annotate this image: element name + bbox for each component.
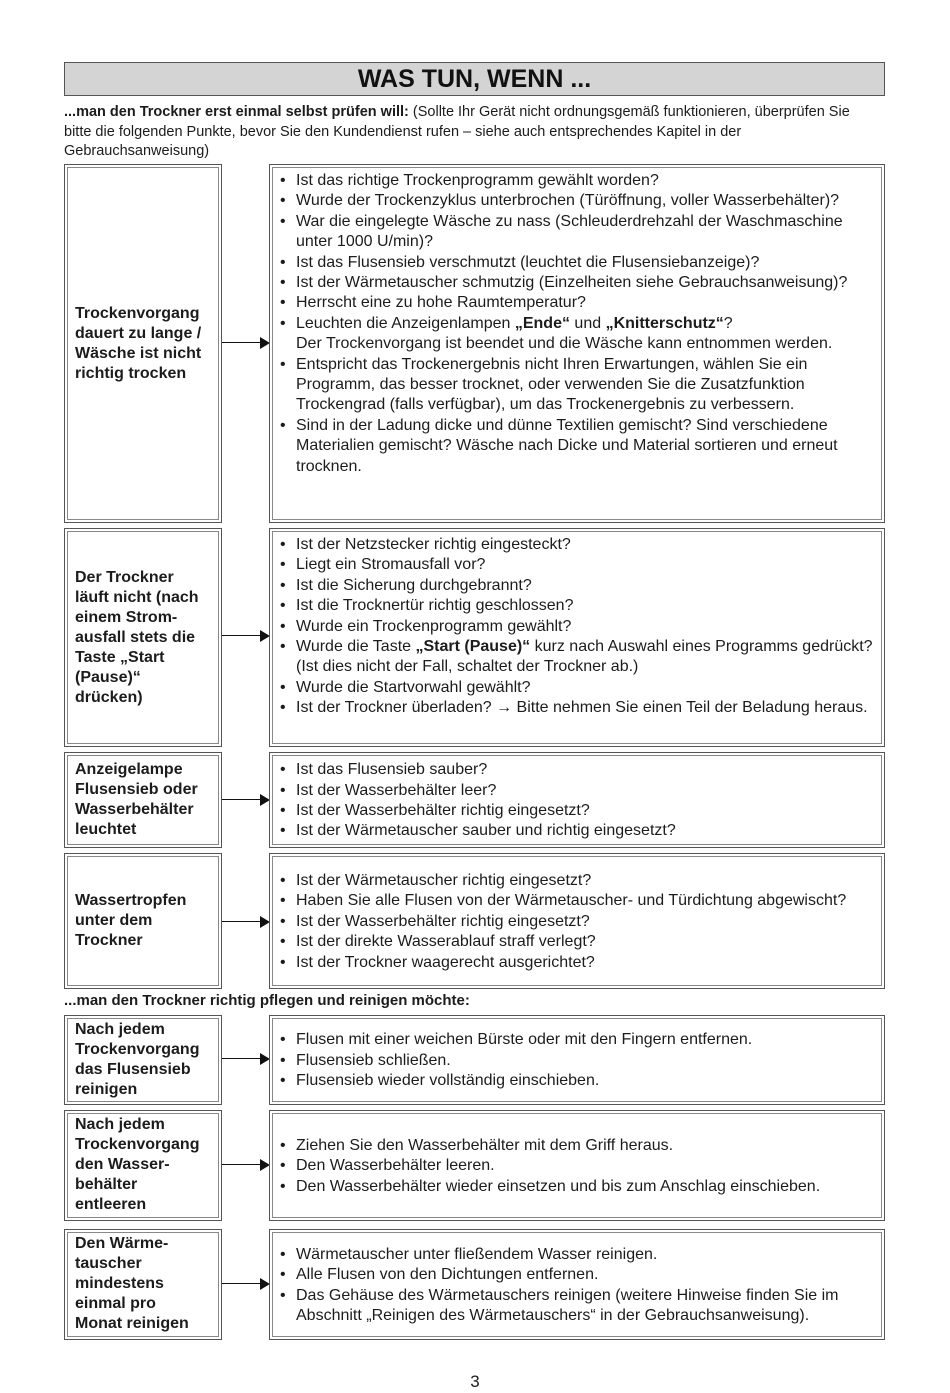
list-item: • Ist der direkte Wasserablauf straff verlegt? bbox=[280, 932, 874, 952]
list-item: • Alle Flusen von den Dichtungen entfernen. bbox=[280, 1265, 874, 1285]
arrow-icon bbox=[222, 1159, 270, 1171]
arrow-icon bbox=[222, 916, 270, 928]
problem-label: Anzeigelampe Flusensieb oder Wasserbehälter leuchtet bbox=[75, 761, 198, 838]
list-item: • Wurde ein Trockenprogramm gewählt? bbox=[280, 617, 874, 637]
arrow-icon bbox=[222, 337, 270, 349]
checklist-box-1 bbox=[269, 164, 885, 523]
list-item: • Wurde die Startvorwahl gewählt? bbox=[280, 678, 874, 698]
list-item: • Ist der Wasserbehälter richtig eingesetzt? bbox=[280, 801, 874, 821]
list-item: • Wärmetauscher unter fließendem Wasser reinigen. bbox=[280, 1245, 874, 1265]
care-label: Nach jedem Trockenvorgang den Wasser- behälter entleeren bbox=[75, 1116, 200, 1213]
checklist-box-3 bbox=[269, 752, 885, 848]
list-item: • Ziehen Sie den Wasserbehälter mit dem Griff heraus. bbox=[280, 1136, 874, 1156]
list-item: • Ist die Trocknertür richtig geschlossen? bbox=[280, 596, 874, 616]
list-item: • Ist das richtige Trockenprogramm gewählt worden? bbox=[280, 171, 874, 191]
list-item: • Den Wasserbehälter leeren. bbox=[280, 1156, 874, 1176]
list-item: • Leuchten die Anzeigenlampen „Ende“ und „Knitterschutz“? Der Trockenvorgang ist beendet und die Wäsche kann entnommen werden. bbox=[280, 314, 874, 355]
list-item: • Das Gehäuse des Wärmetauschers reinigen (weitere Hinweise finden Sie im Abschnitt „Reinigen des Wärmetauschers“ in der Gebrauchsanweisung). bbox=[280, 1286, 874, 1327]
problem-label: Der Trockner läuft nicht (nach einem Strom- ausfall stets die Taste „Start (Pause)“ drücken) bbox=[75, 568, 199, 706]
list-item: • Wurde der Trockenzyklus unterbrochen (Türöffnung, voller Wasserbehälter)? bbox=[280, 191, 874, 211]
care-label: Den Wärme- tauscher mindestens einmal pro Monat reinigen bbox=[75, 1235, 189, 1332]
care-box-2 bbox=[64, 1110, 222, 1221]
list-item: • Ist der Wasserbehälter richtig eingesetzt? bbox=[280, 912, 874, 932]
list-item: • Wurde die Taste „Start (Pause)“ kurz nach Auswahl eines Programms gedrückt? (Ist dies nicht der Fall, schaltet der Trockner ab.) bbox=[280, 637, 874, 678]
arrow-icon bbox=[222, 1278, 270, 1290]
intro-text: (Sollte Ihr Gerät nicht ordnungsgemäß funktionieren, überprüfen Sie bitte die folgenden Punkte, bevor Sie den Kundendienst rufen – siehe auch entsprechendes Kapitel in der Gebrauchsanweisung) bbox=[64, 104, 850, 159]
problem-label: Trockenvorgang dauert zu lange / Wäsche ist nicht richtig trocken bbox=[75, 304, 202, 382]
list-item: • Haben Sie alle Flusen von der Wärmetauscher- und Türdichtung abgewischt? bbox=[280, 891, 874, 911]
list-item: • Flusensieb schließen. bbox=[280, 1051, 874, 1071]
list-item: • Ist das Flusensieb verschmutzt (leuchtet die Flusensiebanzeige)? bbox=[280, 253, 874, 273]
list-item: • Ist der Wärmetauscher richtig eingesetzt? bbox=[280, 871, 874, 891]
intro-paragraph bbox=[64, 103, 879, 162]
list-item: • Ist der Trockner waagerecht ausgerichtet? bbox=[280, 953, 874, 973]
checklist-box-4 bbox=[269, 853, 885, 989]
list-item: • Liegt ein Stromausfall vor? bbox=[280, 555, 874, 575]
list-item: • Sind in der Ladung dicke und dünne Textilien gemischt? Sind verschiedene Materialien gemischt? Wäsche nach Dicke und Material sortieren und erneut trocknen. bbox=[280, 416, 874, 477]
care-checklist-box-3 bbox=[269, 1229, 885, 1340]
problem-box-2 bbox=[64, 528, 222, 747]
list-item: • War die eingelegte Wäsche zu nass (Schleuderdrehzahl der Waschmaschine unter 1000 U/min)? bbox=[280, 212, 874, 253]
intro-bold: ...man den Trockner erst einmal selbst prüfen will: bbox=[64, 104, 409, 120]
list-item: • Ist die Sicherung durchgebrannt? bbox=[280, 576, 874, 596]
list-item: • Ist der Wärmetauscher schmutzig (Einzelheiten siehe Gebrauchsanweisung)? bbox=[280, 273, 874, 293]
list-item: • Ist der Wärmetauscher sauber und richtig eingesetzt? bbox=[280, 821, 874, 841]
problem-box-4 bbox=[64, 853, 222, 989]
problem-label: Wassertropfen unter dem Trockner bbox=[75, 892, 187, 949]
arrow-icon bbox=[222, 794, 270, 806]
checklist-box-2 bbox=[269, 528, 885, 747]
list-item: • Flusensieb wieder vollständig einschieben. bbox=[280, 1071, 874, 1091]
list-item: • Ist der Wasserbehälter leer? bbox=[280, 781, 874, 801]
list-item: • Entspricht das Trockenergebnis nicht Ihren Erwartungen, wählen Sie ein Programm, das besser trocknet, oder verwenden Sie die Zusatzfunktion Trockengrad (falls verfügbar), um das Trockenergebnis zu verbessern. bbox=[280, 355, 874, 416]
care-checklist-box-2 bbox=[269, 1110, 885, 1221]
page-number: 3 bbox=[470, 1372, 480, 1391]
arrow-icon bbox=[222, 1053, 270, 1065]
care-box-1 bbox=[64, 1015, 222, 1105]
problem-box-1 bbox=[64, 164, 222, 523]
list-item: • Herrscht eine zu hohe Raumtemperatur? bbox=[280, 293, 874, 313]
problem-box-3 bbox=[64, 752, 222, 848]
page-title: WAS TUN, WENN ... bbox=[64, 62, 885, 96]
section-heading: ...man den Trockner richtig pflegen und reinigen möchte: bbox=[64, 992, 470, 1009]
care-label: Nach jedem Trockenvorgang das Flusensieb reinigen bbox=[75, 1021, 200, 1098]
care-box-3 bbox=[64, 1229, 222, 1340]
list-item: • Den Wasserbehälter wieder einsetzen und bis zum Anschlag einschieben. bbox=[280, 1177, 874, 1197]
list-item: • Flusen mit einer weichen Bürste oder mit den Fingern entfernen. bbox=[280, 1030, 874, 1050]
list-item: • Ist das Flusensieb sauber? bbox=[280, 760, 874, 780]
list-item: • Ist der Trockner überladen? → Bitte nehmen Sie einen Teil der Beladung heraus. bbox=[280, 698, 874, 718]
list-item: • Ist der Netzstecker richtig eingesteckt? bbox=[280, 535, 874, 555]
arrow-icon bbox=[222, 630, 270, 642]
care-checklist-box-1 bbox=[269, 1015, 885, 1105]
